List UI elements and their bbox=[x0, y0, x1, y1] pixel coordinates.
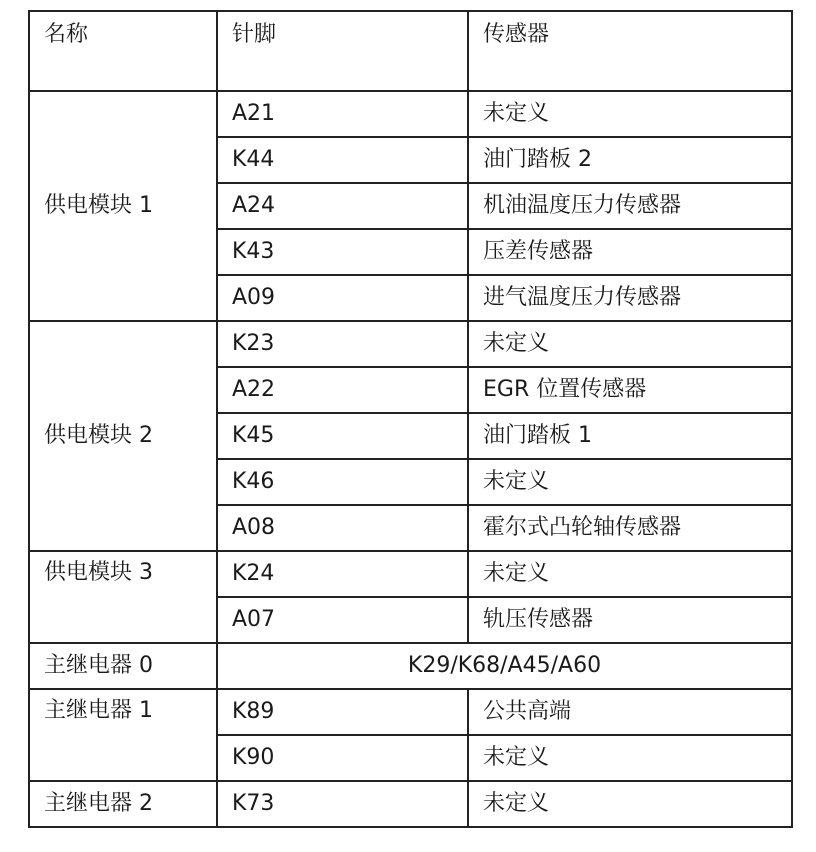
pin-cell: K90 bbox=[217, 735, 468, 781]
table-row bbox=[29, 643, 792, 689]
pin-cell: K89 bbox=[217, 689, 468, 735]
sensor-cell: 未定义 bbox=[468, 781, 792, 827]
group-cell: 主继电器 0 bbox=[29, 643, 217, 689]
sensor-cell: 油门踏板 1 bbox=[468, 413, 792, 459]
sensor-cell: EGR 位置传感器 bbox=[468, 367, 792, 413]
pin-cell: K46 bbox=[217, 459, 468, 505]
sensor-cell: 公共高端 bbox=[468, 689, 792, 735]
header-pin: 针脚 bbox=[217, 11, 468, 91]
sensor-cell: 未定义 bbox=[468, 459, 792, 505]
group-cell: 供电模块 3 bbox=[29, 551, 217, 643]
pin-cell: A07 bbox=[217, 597, 468, 643]
pin-cell: A21 bbox=[217, 91, 468, 137]
sensor-cell: 未定义 bbox=[468, 735, 792, 781]
group-cell: 主继电器 1 bbox=[29, 689, 217, 781]
table-header-row bbox=[29, 11, 792, 91]
pin-cell: A08 bbox=[217, 505, 468, 551]
pin-cell: A22 bbox=[217, 367, 468, 413]
header-name: 名称 bbox=[29, 11, 217, 91]
header-sensor: 传感器 bbox=[468, 11, 792, 91]
sensor-cell: 机油温度压力传感器 bbox=[468, 183, 792, 229]
sensor-cell: 未定义 bbox=[468, 551, 792, 597]
table-row bbox=[29, 321, 792, 367]
group-cell: 供电模块 2 bbox=[29, 321, 217, 551]
pin-sensor-table-container bbox=[28, 10, 793, 828]
sensor-cell: 压差传感器 bbox=[468, 229, 792, 275]
group-cell: 主继电器 2 bbox=[29, 781, 217, 827]
sensor-cell: 进气温度压力传感器 bbox=[468, 275, 792, 321]
table-row bbox=[29, 781, 792, 827]
sensor-cell: 未定义 bbox=[468, 321, 792, 367]
group-cell: 供电模块 1 bbox=[29, 91, 217, 321]
pin-cell: A09 bbox=[217, 275, 468, 321]
sensor-cell: 轨压传感器 bbox=[468, 597, 792, 643]
table-row bbox=[29, 91, 792, 137]
pin-cell: K44 bbox=[217, 137, 468, 183]
pin-cell: K73 bbox=[217, 781, 468, 827]
sensor-cell: 未定义 bbox=[468, 91, 792, 137]
merged-pin-cell: K29/K68/A45/A60 bbox=[217, 643, 792, 689]
pin-cell: K24 bbox=[217, 551, 468, 597]
sensor-cell: 油门踏板 2 bbox=[468, 137, 792, 183]
pin-cell: K23 bbox=[217, 321, 468, 367]
pin-sensor-table bbox=[28, 10, 793, 828]
pin-cell: K43 bbox=[217, 229, 468, 275]
pin-cell: K45 bbox=[217, 413, 468, 459]
pin-cell: A24 bbox=[217, 183, 468, 229]
table-row bbox=[29, 689, 792, 735]
table-row bbox=[29, 551, 792, 597]
sensor-cell: 霍尔式凸轮轴传感器 bbox=[468, 505, 792, 551]
